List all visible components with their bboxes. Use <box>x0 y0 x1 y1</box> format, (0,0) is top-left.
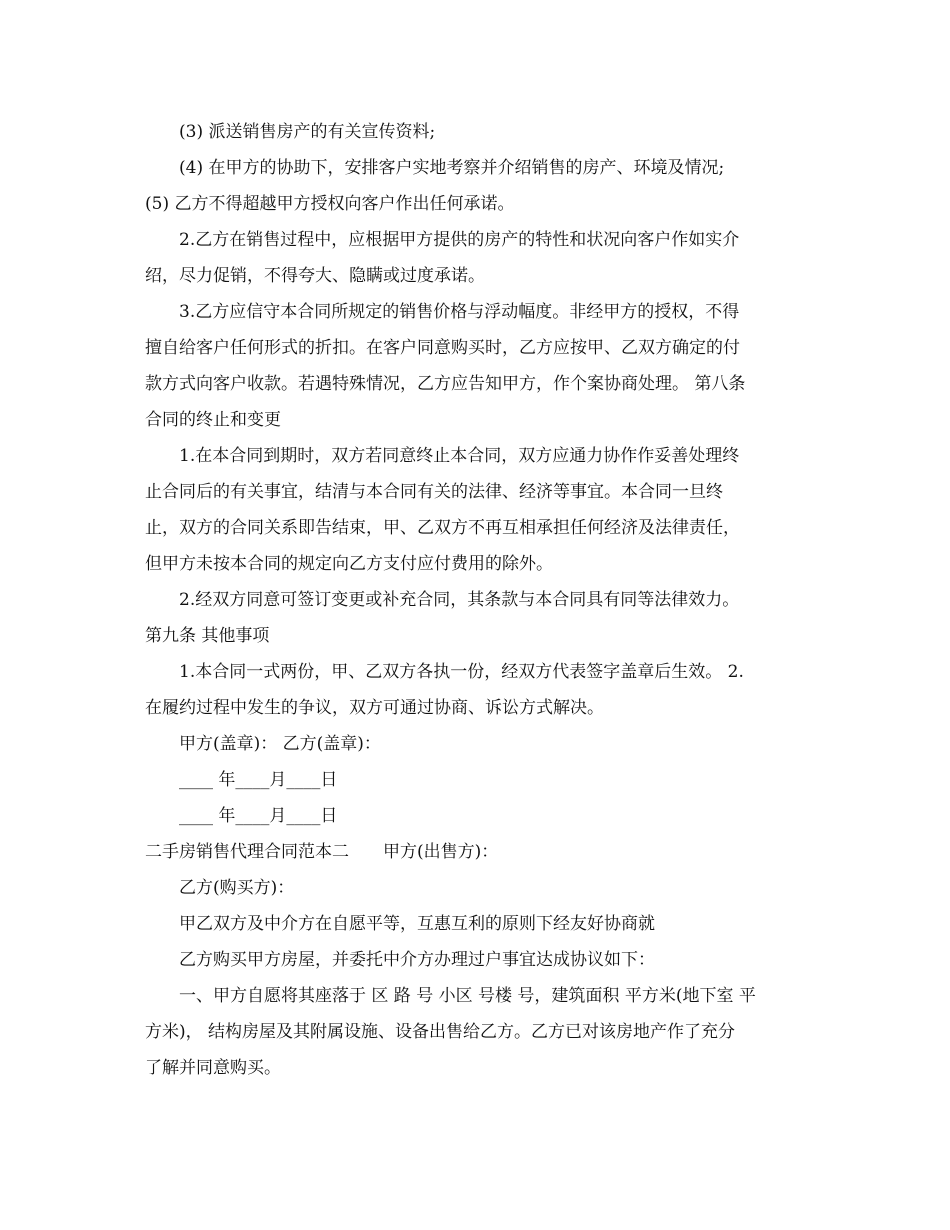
text-line: 甲方(盖章)： 乙方(盖章)： <box>145 734 381 754</box>
text-line: 绍，尽力促销，不得夸大、隐瞒或过度承诺。 <box>145 266 485 286</box>
text-line: (3) 派送销售房产的有关宣传资料; <box>145 122 436 142</box>
text-line: 1.本合同一式两份，甲、乙双方各执一份，经双方代表签字盖章后生效。 2. <box>145 662 744 682</box>
contract-text-body <box>145 114 805 1086</box>
text-line: 乙方(购买方)： <box>145 878 295 898</box>
text-line: 2.经双方同意可签订变更或补充合同，其条款与本合同具有同等法律效力。 <box>145 590 740 610</box>
text-line: 止，双方的合同关系即告结束，甲、乙双方不再互相承担任何经济及法律责任， <box>145 518 740 538</box>
text-line: 乙方购买甲方房屋，并委托中介方办理过户事宜达成协议如下： <box>145 950 655 970</box>
text-line: 止合同后的有关事宜，结清与本合同有关的法律、经济等事宜。本合同一旦终 <box>145 482 723 502</box>
text-line: 擅自给客户任何形式的折扣。在客户同意购买时，乙方应按甲、乙双方确定的付 <box>145 338 740 358</box>
text-line: 了解并同意购买。 <box>145 1058 281 1078</box>
text-line: (4) 在甲方的协助下，安排客户实地考察并介绍销售的房产、环境及情况; <box>145 158 725 178</box>
text-line: 方米)， 结构房屋及其附属设施、设备出售给乙方。乙方已对该房地产作了充分 <box>145 1022 736 1042</box>
text-line: 第九条 其他事项 <box>145 626 270 646</box>
text-line: 二手房销售代理合同范本二 甲方(出售方)： <box>145 842 499 862</box>
text-line: ____ 年____月____日 <box>145 770 338 790</box>
text-line: 3.乙方应信守本合同所规定的销售价格与浮动幅度。非经甲方的授权，不得 <box>145 302 740 322</box>
text-line: 2.乙方在销售过程中，应根据甲方提供的房产的特性和状况向客户作如实介 <box>145 230 740 250</box>
text-line: 款方式向客户收款。若遇特殊情况，乙方应告知甲方，作个案协商处理。 第八条 <box>145 374 746 394</box>
text-line: 甲乙双方及中介方在自愿平等，互惠互利的原则下经友好协商就 <box>145 914 655 934</box>
text-line: (5) 乙方不得超越甲方授权向客户作出任何承诺。 <box>145 194 515 214</box>
text-line: 1.在本合同到期时，双方若同意终止本合同，双方应通力协作作妥善处理终 <box>145 446 740 466</box>
text-line: 但甲方未按本合同的规定向乙方支付应付费用的除外。 <box>145 554 553 574</box>
text-line: 一、甲方自愿将其座落于 区 路 号 小区 号楼 号，建筑面积 平方米(地下室 平 <box>145 986 756 1006</box>
text-line: 在履约过程中发生的争议，双方可通过协商、诉讼方式解决。 <box>145 698 604 718</box>
text-line: 合同的终止和变更 <box>145 410 281 430</box>
text-line: ____ 年____月____日 <box>145 806 338 826</box>
